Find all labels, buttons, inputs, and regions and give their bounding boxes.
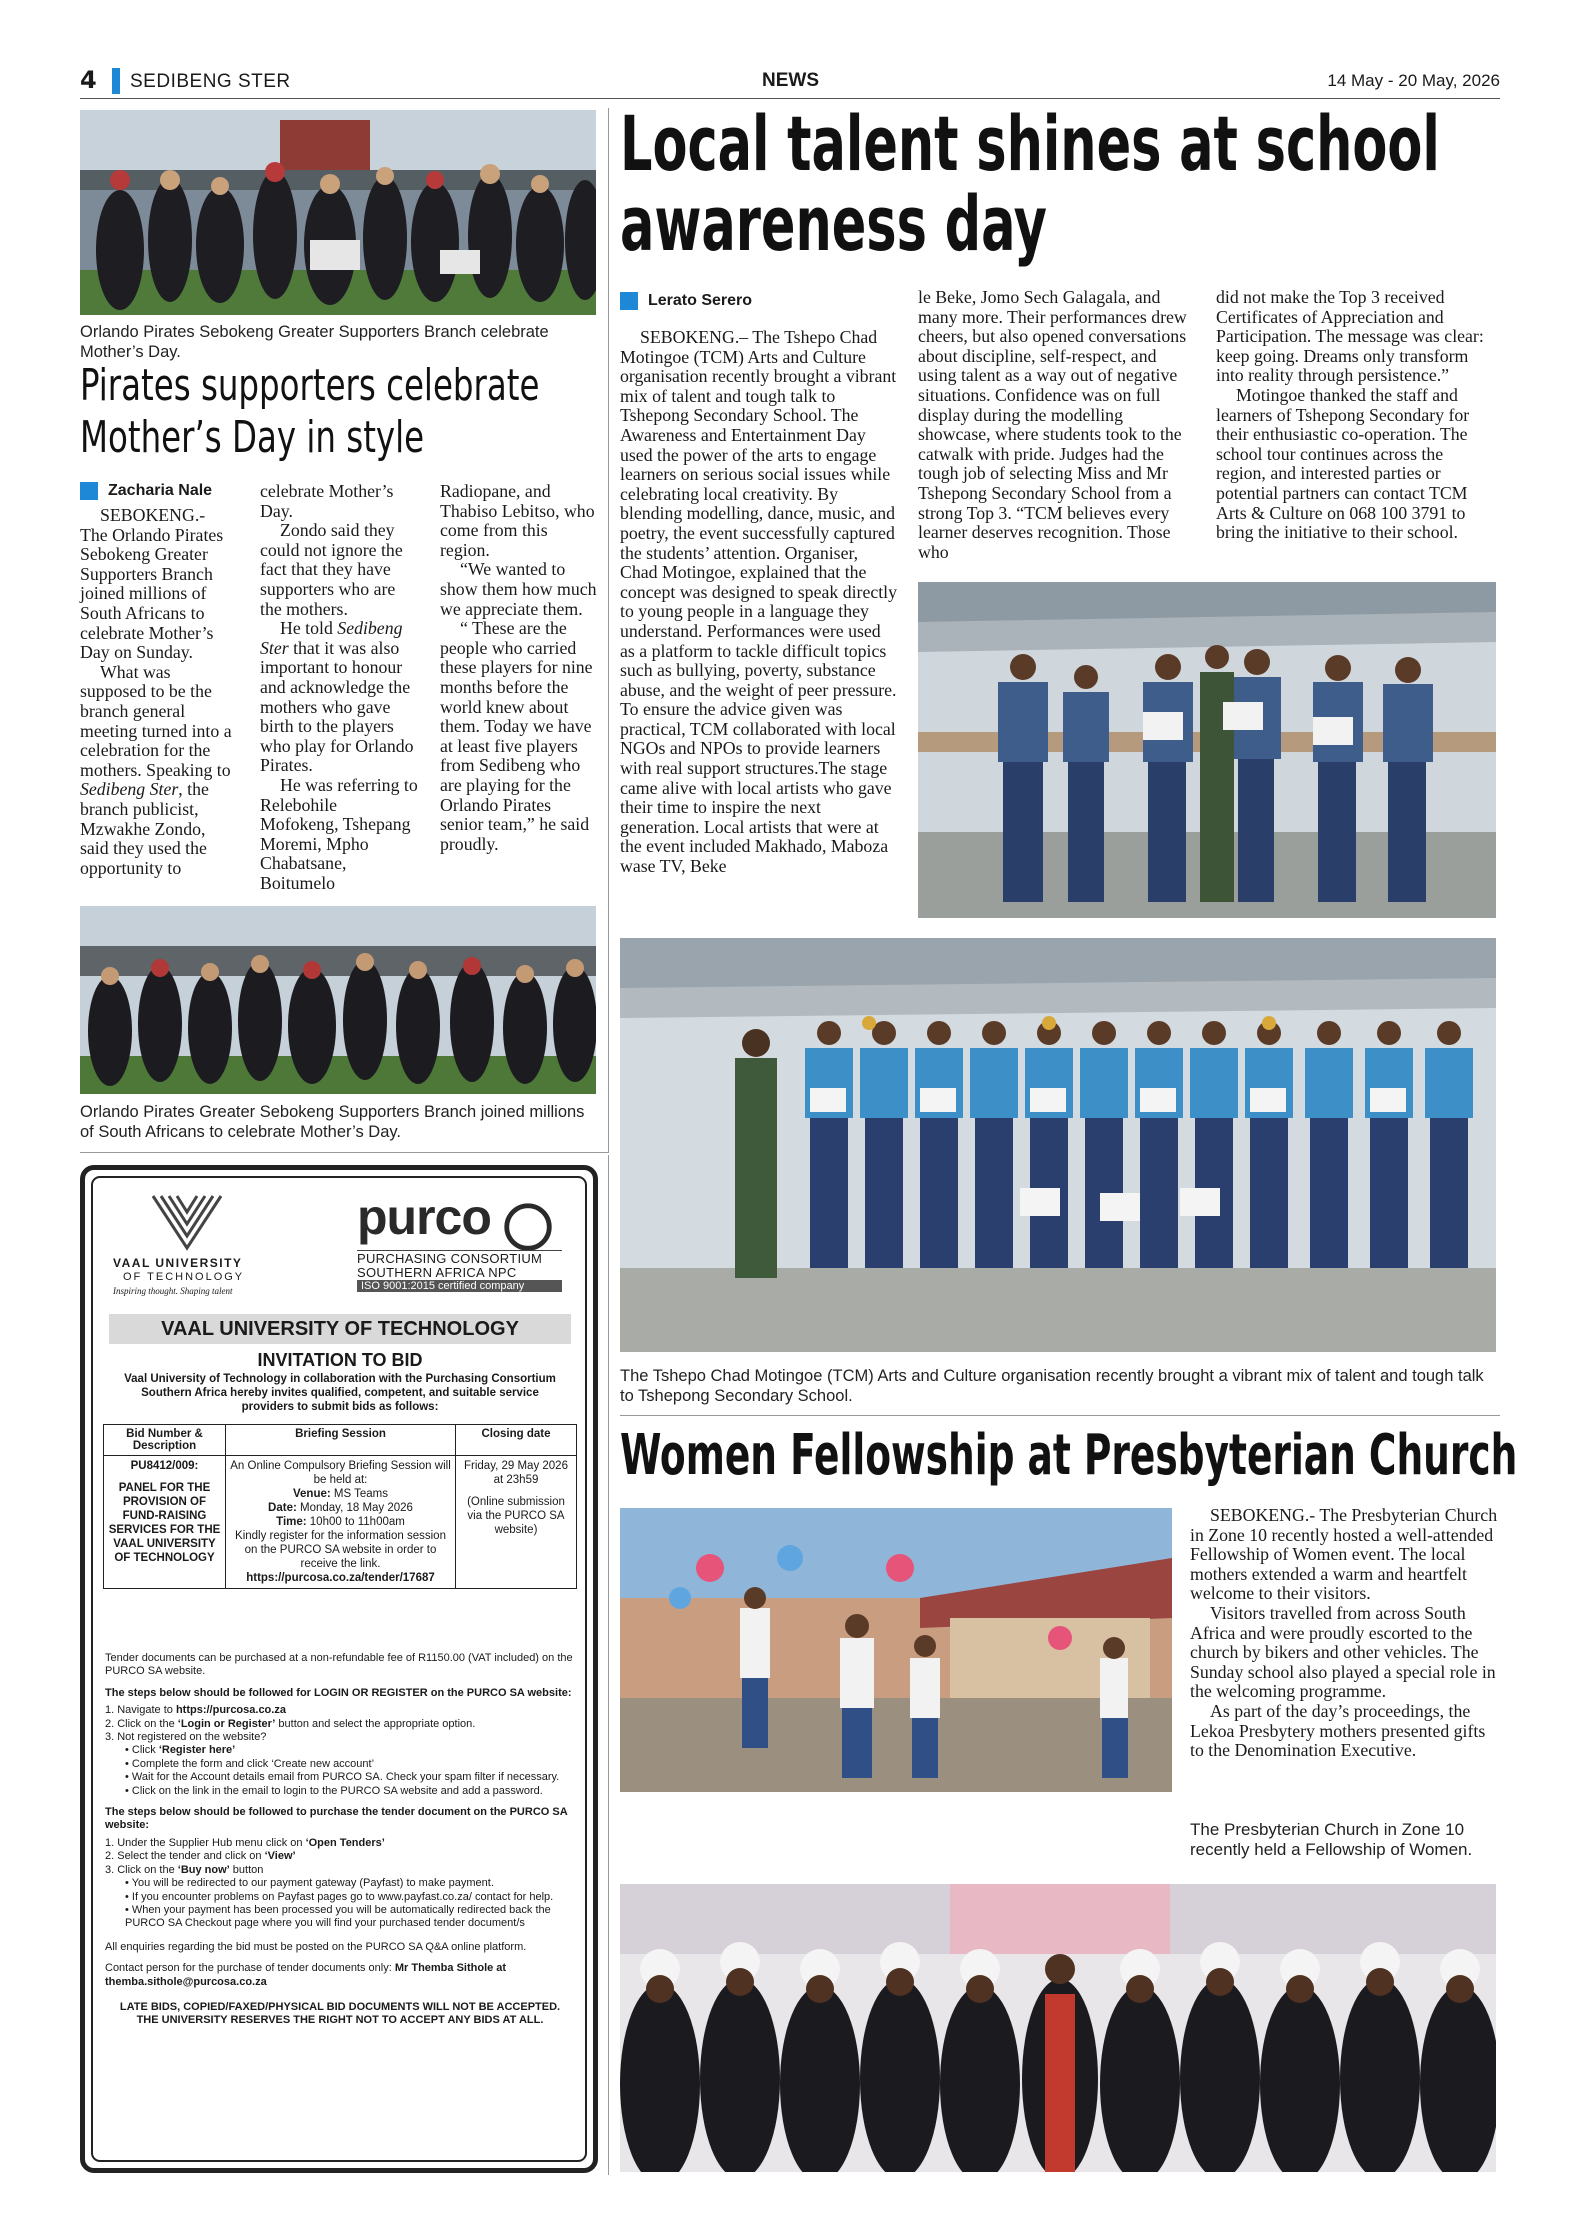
pirates-col1-text-a: What was supposed to be the branch general meeting turned into a celebration for the mothers. Speaking to — [80, 661, 232, 780]
talent-headline-line2: awareness day — [620, 179, 1047, 268]
talent-col2-para1: le Beke, Jomo Sech Galagala, and many more. Their performances drew cheers, but also opened conversations about discipline, self-respect, and using talent as a way out of negative situations. Confidence was on full display during the modelling showcase, where students took to the catwalk with pride. Judges had the tough job of selecting Miss and Mr Tshepong Secondary School from a strong Top 3. “TCM believes every learner deserves recognition. Those who — [918, 287, 1187, 562]
talent-photo-1 — [918, 582, 1496, 918]
pirates-col1-paper-ref: Sedibeng Ster — [80, 779, 179, 800]
vut-emblem-icon — [147, 1192, 227, 1252]
pirates-col1-text-b: , the branch publicist, Mzwakhe Zondo, said they used the opportunity to — [80, 779, 209, 878]
vut-logo-line1: VAAL UNIVERSITY — [113, 1256, 243, 1270]
steps2-item3-text-b: button — [229, 1863, 264, 1876]
pirates-photo-2-caption: Orlando Pirates Greater Sebokeng Supporters Branch joined millions of South Africans to celebrate Mother’s Day. — [80, 1103, 585, 1141]
venue-value: MS Teams — [330, 1488, 389, 1500]
purco-wordmark: purco — [357, 1189, 491, 1245]
pirates-photo-1 — [80, 110, 596, 315]
briefing-date — [230, 1501, 451, 1515]
bid-table — [103, 1424, 577, 1589]
pirates-col2-text-b: that it was also important to honour and acknowledge the mothers who gave birth to the players who play for Orlando Pirates. — [260, 637, 414, 776]
fellowship-para1: SEBOKENG.- The Presbyterian Church in Zone 10 recently hosted a well-attended Fellowship of Women event. The local mothers extended a warm and heartfelt welcome to their visitors. — [1190, 1505, 1498, 1604]
pirates-author: Zacharia Nale — [108, 482, 213, 499]
talent-col3-para1: did not make the Top 3 received Certificates of Appreciation and Participation. The message was clear: keep going. Dreams only transform into reality through persistence.” — [1216, 287, 1484, 386]
pirates-column-2 — [260, 482, 418, 893]
closing-note: (Online submission via the PURCO SA website) — [467, 1496, 565, 1536]
briefing-cell — [226, 1456, 456, 1589]
vut-tagline: Inspiring thought. Shaping talent — [113, 1286, 233, 1296]
talent-photo-caption: The Tshepo Chad Motingoe (TCM) Arts and Culture organisation recently brought a vibrant mix of talent and tough talk to Tshepong Secondary School. — [620, 1367, 1484, 1405]
steps1-title: The steps below should be followed for LOGIN OR REGISTER on the PURCO SA website: — [105, 1686, 572, 1699]
pirates-headline-line1: Pirates supporters celebrate — [80, 360, 540, 411]
pirates-col3-para1: Radiopane, and Thabiso Lebitso, who come from this region. — [440, 481, 595, 560]
pirates-col2-text-a: He told — [280, 618, 338, 639]
steps1-item2 — [105, 1718, 575, 1731]
briefing-venue — [230, 1487, 451, 1501]
steps2-item3 — [105, 1864, 575, 1877]
ad-contact-text: Contact person for the purchase of tender documents only: — [105, 1962, 395, 1975]
steps2-item3-text-a: 3. Click on the — [105, 1863, 178, 1876]
purco-iso: ISO 9001:2015 certified company — [357, 1280, 562, 1292]
purco-line2: SOUTHERN AFRICA NPC — [357, 1265, 517, 1280]
steps2-item2-text: 2. Select the tender and click on — [105, 1850, 265, 1863]
login-register-ref: ‘Login or Register’ — [177, 1717, 276, 1730]
talent-column-3 — [1216, 288, 1496, 543]
buy-now-ref: ‘Buy now’ — [177, 1863, 230, 1876]
pirates-col1-para1: SEBOKENG.- The Orlando Pirates Sebokeng Greater Supporters Branch joined millions of South Africans to celebrate Mother’s Day on Sunday. — [80, 505, 224, 663]
steps1-item1 — [105, 1704, 575, 1717]
steps1-item2-text-b: button and select the appropriate option. — [275, 1717, 476, 1730]
closing-cell — [456, 1456, 577, 1589]
ad-late-bids: LATE BIDS, COPIED/FAXED/PHYSICAL BID DOCUMENTS WILL NOT BE ACCEPTED. THE UNIVERSITY RESERVES THE RIGHT NOT TO ACCEPT ANY BIDS AT ALL. — [119, 2000, 561, 2027]
masthead-accent-bar — [112, 68, 120, 94]
th-closing: Closing date — [456, 1425, 577, 1456]
column-divider-lower — [608, 1155, 609, 2175]
talent-col3-para2: Motingoe thanked the staff and learners of Tshepong Secondary for their enthusiastic co-operation. The school tour continues across the region, and interested parties or potential partners can contact TCM Arts & Culture on 068 100 3791 to bring the initiative to their school. — [1216, 384, 1470, 543]
ad-intro: Vaal University of Technology in collaboration with the Purchasing Consortium Southern Africa hereby invites qualified, competent, and suitable service providers to submit bids as follows: — [124, 1373, 556, 1413]
byline-marker — [80, 482, 98, 500]
talent-column-1 — [620, 328, 898, 877]
steps1-item1-text: 1. Navigate to — [105, 1704, 176, 1717]
fellowship-photo-1 — [620, 1508, 1172, 1792]
fellowship-headline: Women Fellowship at Presbyterian Church — [620, 1423, 1518, 1488]
pirates-col3-para2: “We wanted to show them how much we appreciate them. — [440, 559, 597, 619]
fellowship-caption: The Presbyterian Church in Zone 10 recently held a Fellowship of Women. — [1190, 1820, 1473, 1859]
briefing-register: Kindly register for the information session on the PURCO SA website in order to receive the link. — [235, 1530, 446, 1570]
column-divider — [608, 108, 609, 1153]
steps1-bullet3: • Wait for the Account details email from PURCO SA. Check your spam filter if necessary. — [125, 1771, 575, 1784]
steps2-item2 — [105, 1850, 575, 1863]
talent-column-2 — [918, 288, 1196, 562]
section-label: NEWS — [762, 70, 819, 91]
date-value: Monday, 18 May 2026 — [296, 1502, 413, 1514]
bid-table-row — [104, 1456, 577, 1589]
pirates-column-3 — [440, 482, 598, 854]
talent-col1-para1: SEBOKENG.– The Tshepo Chad Motingoe (TCM) Arts and Culture organisation recently brought a vibrant mix of talent and tough talk to Tshepong Secondary School. The Awareness and Entertainment Day used the power of the arts to engage learners on serious social issues while celebrating local creativity. By blending modelling, dance, music, and poetry, the event successfully captured the students’ attention. Organiser, Chad Motingoe, explained that the concept was designed to speak directly to young people in a language they understand. Performances were used as a platform to tackle difficult topics such as bullying, poverty, substance abuse, and the weight of peer pressure. To ensure the advice given was practical, TCM collaborated with local NGOs and NPOs to provide learners with real support structures.The stage came alive with local artists who gave their time to inspire the next generation. Local artists that were at the event included Makhado, Maboza wase TV, Beke — [620, 327, 897, 877]
issue-date: 14 May - 20 May, 2026 — [1327, 71, 1500, 90]
fellowship-photo-2 — [620, 1884, 1496, 2172]
talent-headline — [620, 99, 1440, 268]
ad-instructions — [105, 1652, 575, 2028]
steps2-bullet1: • You will be redirected to our payment gateway (Payfast) to make payment. — [125, 1877, 575, 1890]
pirates-headline — [80, 360, 540, 464]
steps2-bullet2: • If you encounter problems on Payfast pages go to www.payfast.co.za/ contact for help. — [125, 1891, 575, 1904]
pirates-col2-para3 — [260, 619, 418, 776]
ad-contact-person: Mr Themba Sithole at themba.sithole@purcosa.co.za — [105, 1962, 507, 1988]
briefing-time — [230, 1515, 451, 1529]
talent-bottom-rule — [620, 1415, 1500, 1416]
briefing-url[interactable]: https://purcosa.co.za/tender/17687 — [246, 1572, 435, 1584]
briefing-intro: An Online Compulsory Briefing Session will be held at: — [230, 1460, 451, 1486]
pirates-bottom-rule — [80, 1152, 608, 1153]
bid-number: PU8412/009: — [130, 1460, 199, 1472]
talent-byline — [620, 292, 752, 310]
pirates-col2-paper-ref: Sedibeng Ster — [260, 618, 403, 658]
steps1-bullet4: • Click on the link in the email to login to the PURCO SA website and add a password. — [125, 1785, 575, 1798]
bid-description: PANEL FOR THE PROVISION OF FUND-RAISING SERVICES FOR THE VAAL UNIVERSITY OF TECHNOLOGY — [108, 1482, 221, 1564]
th-briefing: Briefing Session — [226, 1425, 456, 1456]
steps1-bullets — [105, 1744, 575, 1798]
vut-logo — [113, 1192, 263, 1296]
steps2-bullets — [105, 1877, 575, 1931]
steps2-title: The steps below should be followed to purchase the tender document on the PURCO SA website: — [105, 1806, 568, 1832]
tender-advert-inner — [91, 1176, 587, 2162]
time-label: Time: — [276, 1516, 307, 1528]
pirates-col2-para2: Zondo said they could not ignore the fact that they have supporters who are the mothers. — [260, 520, 403, 619]
th-bid: Bid Number & Description — [104, 1425, 226, 1456]
time-value: 10h00 to 11h00am — [306, 1516, 405, 1528]
pirates-photo-2 — [80, 906, 596, 1094]
steps2-item1-text: 1. Under the Supplier Hub menu click on — [105, 1836, 306, 1849]
tender-advert — [80, 1165, 598, 2173]
steps1-bullet1-text: Click — [131, 1744, 159, 1757]
steps2-bullet3: • When your payment has been processed you will be automatically redirected back the PURCO SA Checkout page where you will find your purchased tender document/s — [125, 1904, 575, 1931]
pirates-headline-line2: Mother’s Day in style — [80, 412, 425, 463]
pirates-column-1 — [80, 506, 235, 878]
bid-table-header — [104, 1425, 577, 1456]
steps1-bullet1 — [125, 1744, 575, 1757]
purco-line1: PURCHASING CONSORTIUM — [357, 1250, 562, 1266]
talent-headline-line1: Local talent shines at school — [620, 99, 1440, 188]
ad-fee: Tender documents can be purchased at a non-refundable fee of R1150.00 (VAT included) on the PURCO SA website. — [105, 1652, 573, 1678]
vut-logo-line2: OF TECHNOLOGY — [123, 1271, 245, 1283]
ad-banner: VAAL UNIVERSITY OF TECHNOLOGY — [109, 1314, 571, 1344]
purco-swoosh-icon — [499, 1198, 557, 1256]
view-ref: ‘View’ — [264, 1850, 296, 1863]
open-tenders-ref: ‘Open Tenders’ — [305, 1836, 385, 1849]
fellowship-para2: Visitors travelled from across South Africa and were proudly escorted to the church by bikers and other vehicles. The Sunday school also played a special role in the welcoming programme. — [1190, 1602, 1496, 1702]
closing-date: Friday, 29 May 2026 at 23h59 — [464, 1460, 568, 1486]
pirates-photo-1-caption: Orlando Pirates Sebokeng Greater Supporters Branch celebrate Mother’s Day. — [80, 323, 549, 361]
ad-title: INVITATION TO BID — [257, 1350, 423, 1370]
pirates-col3-para3: “ These are the people who carried these players for nine months before the world knew about them. Today we have at least five players from Sedibeng who are playing for the Orlando Pirates senior team,” he said proudly. — [440, 618, 593, 854]
register-here-ref: ‘Register here’ — [158, 1744, 236, 1757]
purco-logo — [357, 1189, 567, 1294]
talent-photo-2 — [620, 938, 1496, 1352]
ad-contact — [105, 1962, 575, 1989]
pirates-byline — [80, 482, 212, 500]
pirates-col2-para4: He was referring to Relebohile Mofokeng, Tshepang Moremi, Mpho Chabatsane, Boitumelo — [260, 774, 418, 893]
bid-cell — [104, 1456, 226, 1589]
purco-url[interactable]: https://purcosa.co.za — [175, 1704, 286, 1717]
steps2-item1 — [105, 1837, 575, 1850]
fellowship-body — [1190, 1506, 1498, 1761]
date-label: Date: — [268, 1502, 297, 1514]
venue-label: Venue: — [292, 1488, 331, 1500]
paper-name: SEDIBENG STER — [130, 71, 291, 92]
ad-enquiries: All enquiries regarding the bid must be posted on the PURCO SA Q&A online platform. — [105, 1940, 527, 1953]
fellowship-para3: As part of the day’s proceedings, the Lekoa Presbytery mothers presented gifts to the Denomination Executive. — [1190, 1700, 1486, 1761]
byline-marker — [620, 292, 638, 310]
steps1-bullet2: • Complete the form and click ‘Create new account’ — [125, 1758, 575, 1771]
page-number: 4 — [80, 66, 97, 94]
pirates-col2-para1: celebrate Mother’s Day. — [260, 481, 394, 521]
masthead — [80, 64, 1500, 98]
steps1-item3: 3. Not registered on the website? — [105, 1731, 267, 1744]
steps1-item2-text-a: 2. Click on the — [105, 1717, 178, 1730]
pirates-col1-para2 — [80, 663, 235, 879]
talent-author: Lerato Serero — [648, 292, 753, 309]
